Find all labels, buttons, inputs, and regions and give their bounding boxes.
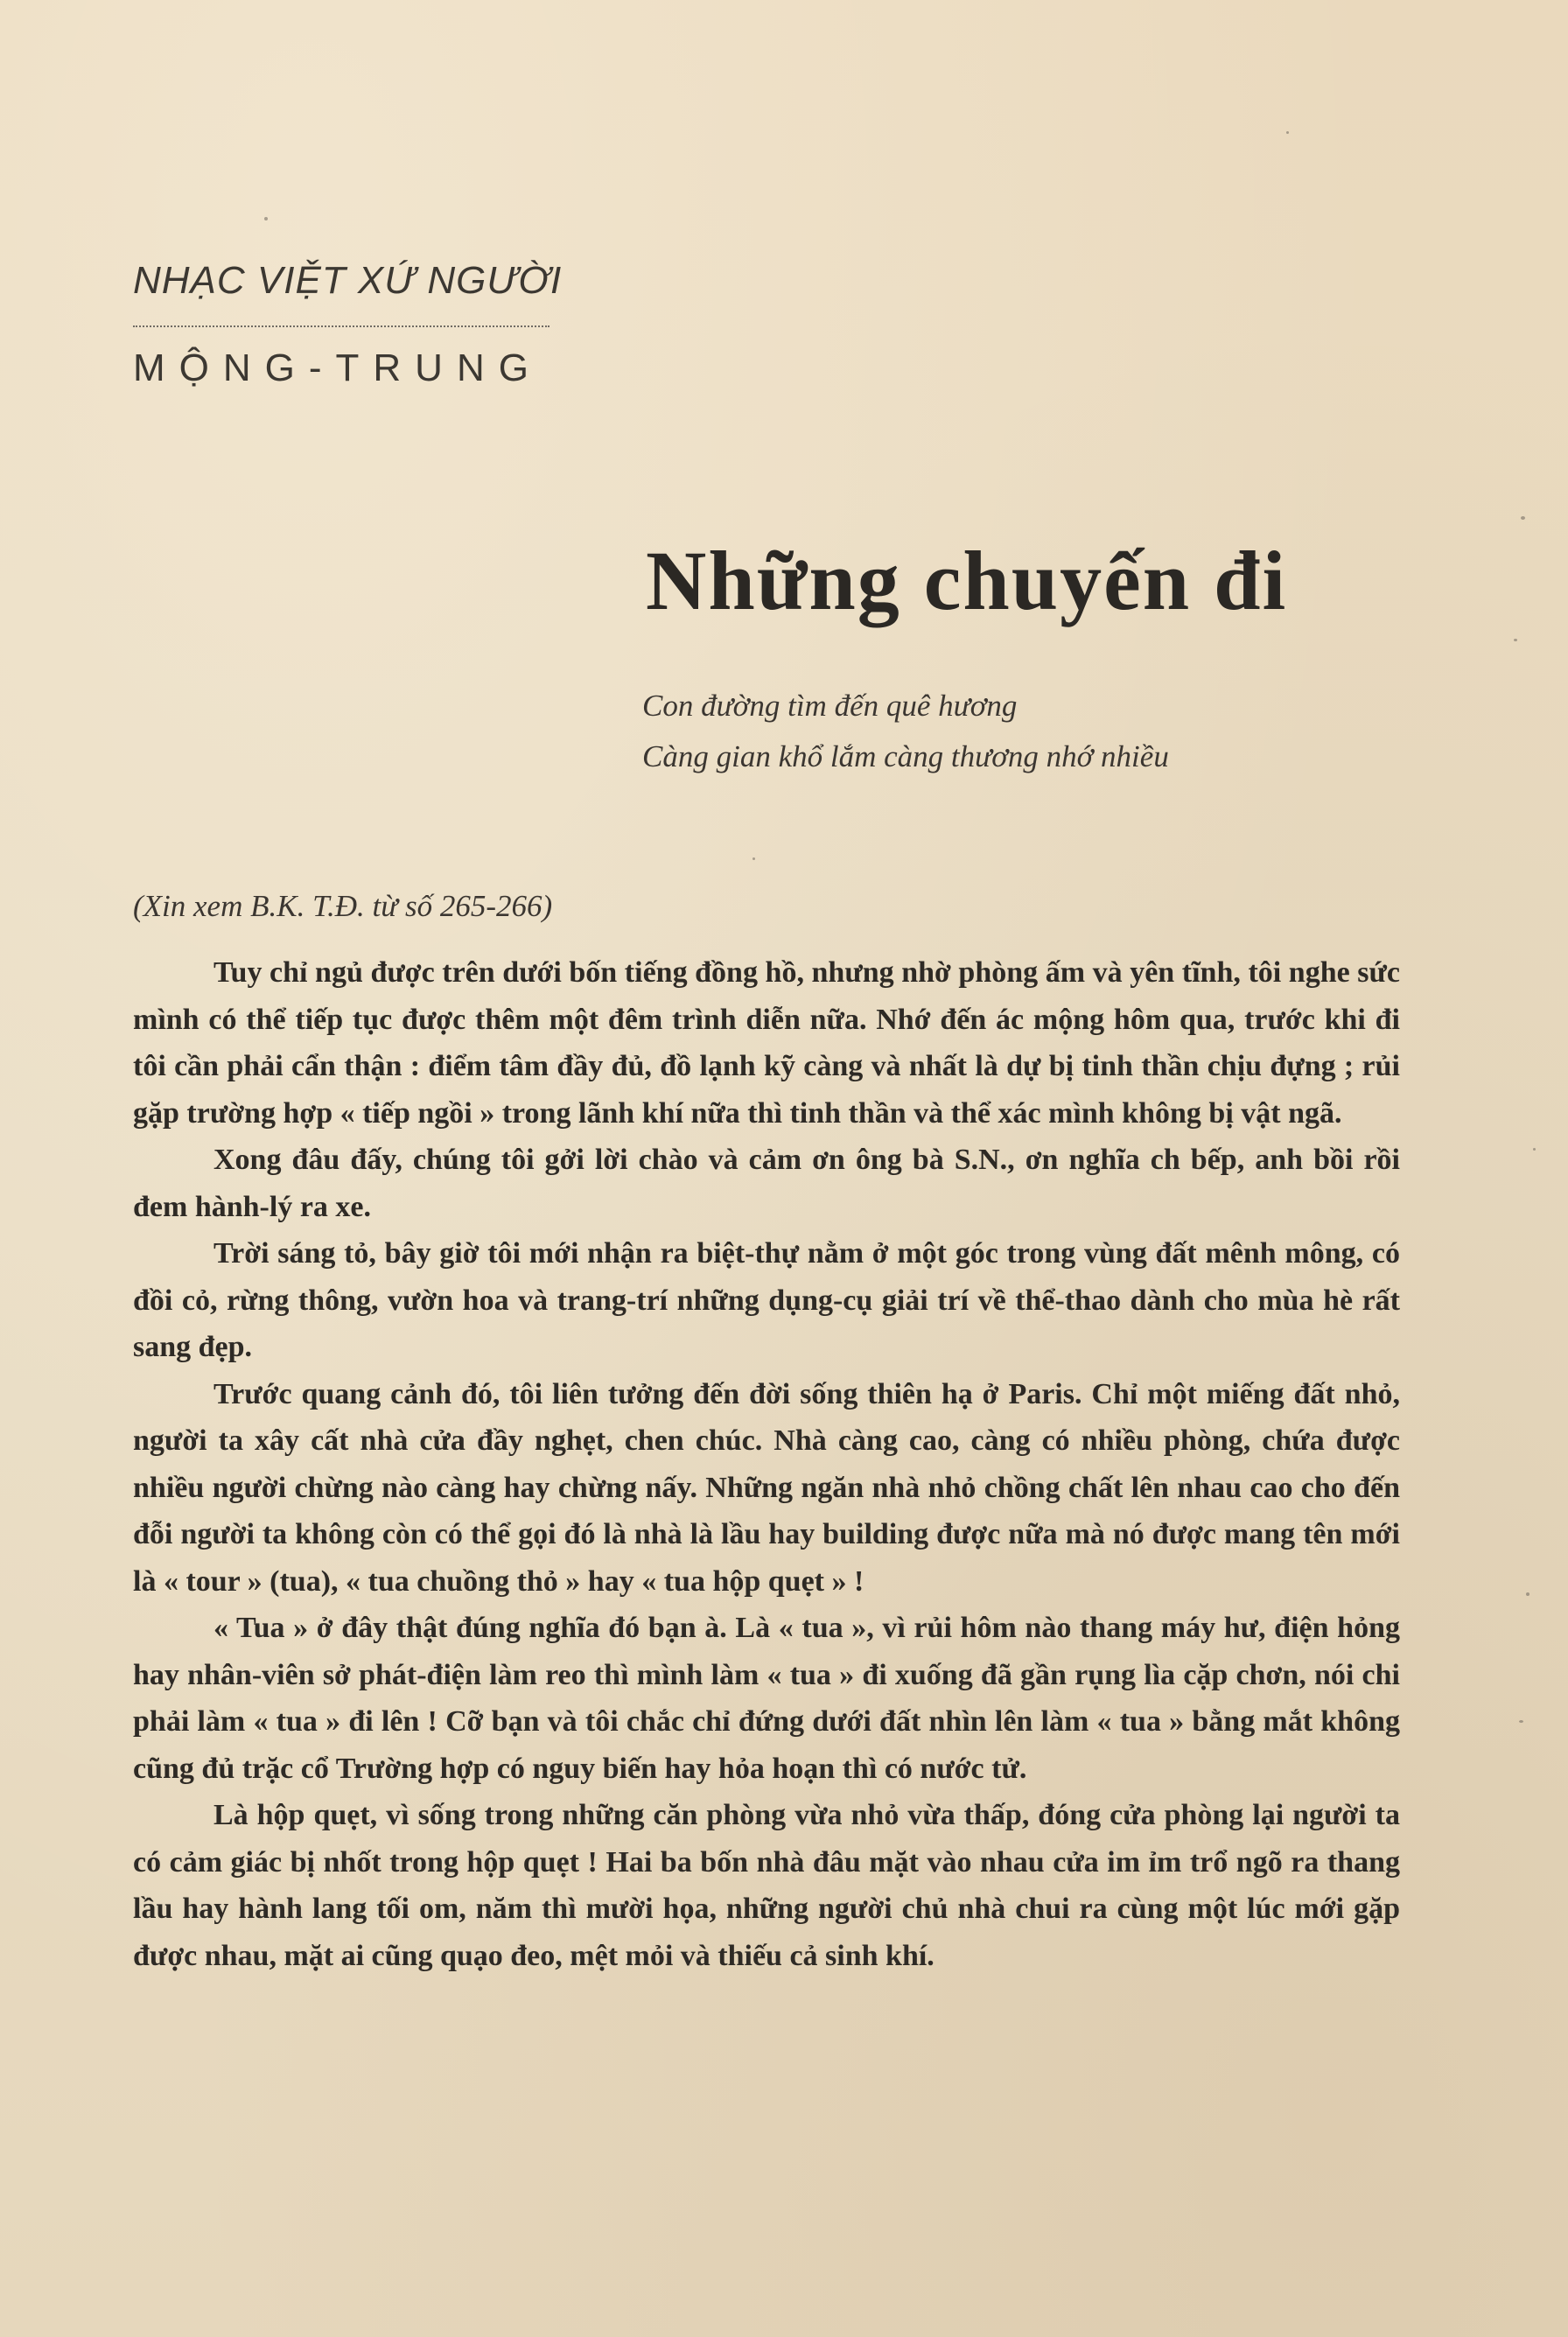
epigraph-line: Con đường tìm đến quê hương — [642, 689, 1018, 723]
article-title: Những chuyến đi — [646, 534, 1288, 627]
paper-speck — [1533, 1148, 1536, 1151]
paragraph: Xong đâu đấy, chúng tôi gởi lời chào và cảm ơn ông bà S.N., ơn nghĩa ch bếp, anh bồi rồi đem hành-lý ra xe. — [133, 1144, 1400, 1223]
paper-speck — [752, 857, 755, 860]
paper-speck — [1521, 516, 1525, 520]
paper-speck — [1514, 639, 1517, 641]
section-label: NHẠC VIỆT XỨ NGƯỜI — [133, 259, 563, 302]
previous-issue-reference: (Xin xem B.K. T.Đ. từ số 265-266) — [133, 889, 553, 923]
paper-speck — [1286, 131, 1289, 134]
paragraph: Trước quang cảnh đó, tôi liên tưởng đến đời sống thiên hạ ở Paris. Chỉ một miếng đất nhỏ, người ta xây cất nhà cửa đầy nghẹt, chen chúc. Nhà càng cao, càng có nhiều phòng, chứa được nhiều người chừng nào càng hay chừng nấy. Những ngăn nhà nhỏ chồng chất lên nhau cao cho đến đỗi người ta không còn có thể gọi đó là nhà là lầu hay building được nữa mà nó được mang tên mới là « tour » (tua), « tua chuồng thỏ » hay « tua hộp quẹt » ! — [133, 1377, 1400, 1598]
paragraph: « Tua » ở đây thật đúng nghĩa đó bạn à. Là « tua », vì rủi hôm nào thang máy hư, điện hỏng hay nhân-viên sở phát-điện làm reo thì mình làm « tua » đi xuống đã gần rụng lìa cặp chơn, nói chi phải làm « tua » đi lên ! Cỡ bạn và tôi chắc chỉ đứng dưới đất nhìn lên làm « tua » bằng mắt không cũng đủ trặc cổ Trường hợp có nguy biến hay hỏa hoạn thì có nước tử. — [133, 1612, 1400, 1785]
epigraph — [642, 681, 1169, 782]
epigraph-line: Càng gian khổ lắm càng thương nhớ nhiều — [642, 739, 1169, 773]
paragraph: Tuy chỉ ngủ được trên dưới bốn tiếng đồng hồ, nhưng nhờ phòng ấm và yên tĩnh, tôi nghe sức mình có thể tiếp tục được thêm một đêm trình diễn nữa. Nhớ đến ác mộng hôm qua, trước khi đi tôi cần phải cẩn thận : điểm tâm đầy đủ, đồ lạnh kỹ càng và nhất là dự bị tinh thần chịu đựng ; rủi gặp trường hợp « tiếp ngồi » trong lãnh khí nữa thì tinh thần và thể xác mình không bị vật ngã. — [133, 956, 1400, 1130]
paper-speck — [1519, 1720, 1523, 1723]
article-body — [133, 949, 1400, 1979]
paragraph: Trời sáng tỏ, bây giờ tôi mới nhận ra biệt-thự nằm ở một góc trong vùng đất mênh mông, có đồi cỏ, rừng thông, vườn hoa và trang-trí những dụng-cụ giải trí về thể-thao dành cho mùa hè rất sang đẹp. — [133, 1237, 1400, 1363]
paper-speck — [264, 217, 268, 220]
author-name: MỘNG-TRUNG — [133, 346, 542, 389]
section-divider — [133, 325, 550, 327]
paper-speck — [1526, 1592, 1530, 1596]
paragraph: Là hộp quẹt, vì sống trong những căn phòng vừa nhỏ vừa thấp, đóng cửa phòng lại người ta có cảm giác bị nhốt trong hộp quẹt ! Hai ba bốn nhà đâu mặt vào nhau cửa im ỉm trổ ngõ ra thang lầu hay hành lang tối om, năm thì mười họa, những người chủ nhà chui ra cùng một lúc mới gặp được nhau, mặt ai cũng quạo đeo, mệt mỏi và thiếu cả sinh khí. — [133, 1799, 1400, 1972]
